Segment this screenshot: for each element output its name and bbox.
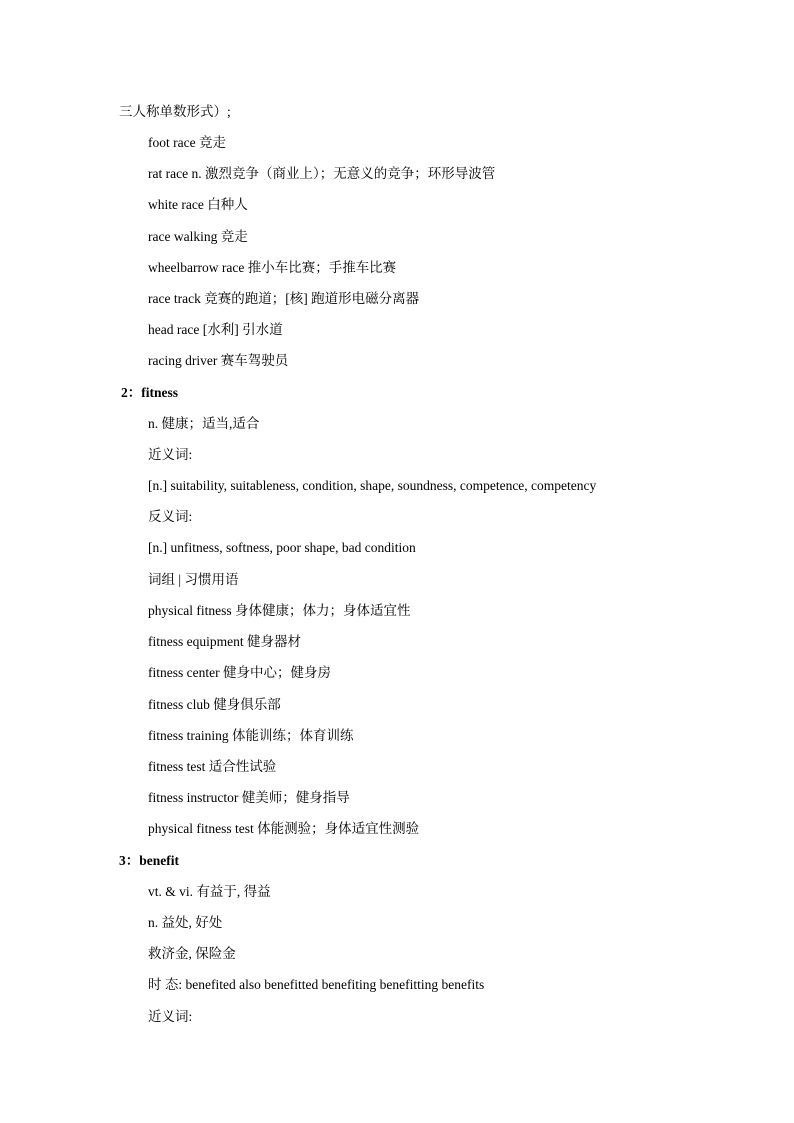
text-line-third-person: 三人称单数形式）; [119,104,231,119]
phrase-fitness-instructor: fitness instructor 健美师；健身指导 [148,790,350,805]
phrase-race-track: race track 竞赛的跑道；[核] 跑道形电磁分离器 [148,291,420,306]
phrase-fitness-training: fitness training 体能训练；体育训练 [148,728,354,743]
phrase-fitness-equipment: fitness equipment 健身器材 [148,634,301,649]
synonyms-label: 近义词: [148,447,193,462]
phrase-fitness-club: fitness club 健身俱乐部 [148,697,281,712]
phrase-racing-driver: racing driver 赛车驾驶员 [148,353,289,368]
phrase-head-race: head race [水利] 引水道 [148,322,283,337]
tense-forms: 时 态: benefited also benefitted benefiting benefitting benefits [148,977,485,992]
synonyms-label-benefit: 近义词: [148,1009,193,1024]
antonyms-label: 反义词: [148,509,193,524]
phrase-race-walking: race walking 竞走 [148,229,248,244]
phrase-white-race: white race 白种人 [148,197,248,212]
phrase-wheelbarrow-race: wheelbarrow race 推小车比赛；手推车比赛 [148,260,397,275]
phrase-foot-race: foot race 竞走 [148,135,226,150]
phrase-fitness-test: fitness test 适合性试验 [148,759,277,774]
synonyms-list: [n.] suitability, suitableness, condition, shape, soundness, competence, competency [148,478,597,493]
phrases-label: 词组 | 习惯用语 [148,572,239,587]
definition-noun: n. 健康；适当,适合 [148,416,260,431]
section-heading-benefit: 3：benefit [119,853,179,868]
phrase-physical-fitness: physical fitness 身体健康；体力；身体适宜性 [148,603,411,618]
phrase-fitness-center: fitness center 健身中心；健身房 [148,665,331,680]
definition-noun-benefit: n. 益处, 好处 [148,915,223,930]
definition-verb: vt. & vi. 有益于, 得益 [148,884,271,899]
definition-relief: 救济金, 保险金 [148,946,236,961]
phrase-physical-fitness-test: physical fitness test 体能测验；身体适宜性测验 [148,821,420,836]
phrase-rat-race: rat race n. 激烈竞争（商业上）；无意义的竞争；环形导波管 [148,166,496,181]
section-heading-fitness: 2：fitness [121,385,178,400]
antonyms-list: [n.] unfitness, softness, poor shape, bad condition [148,540,416,555]
